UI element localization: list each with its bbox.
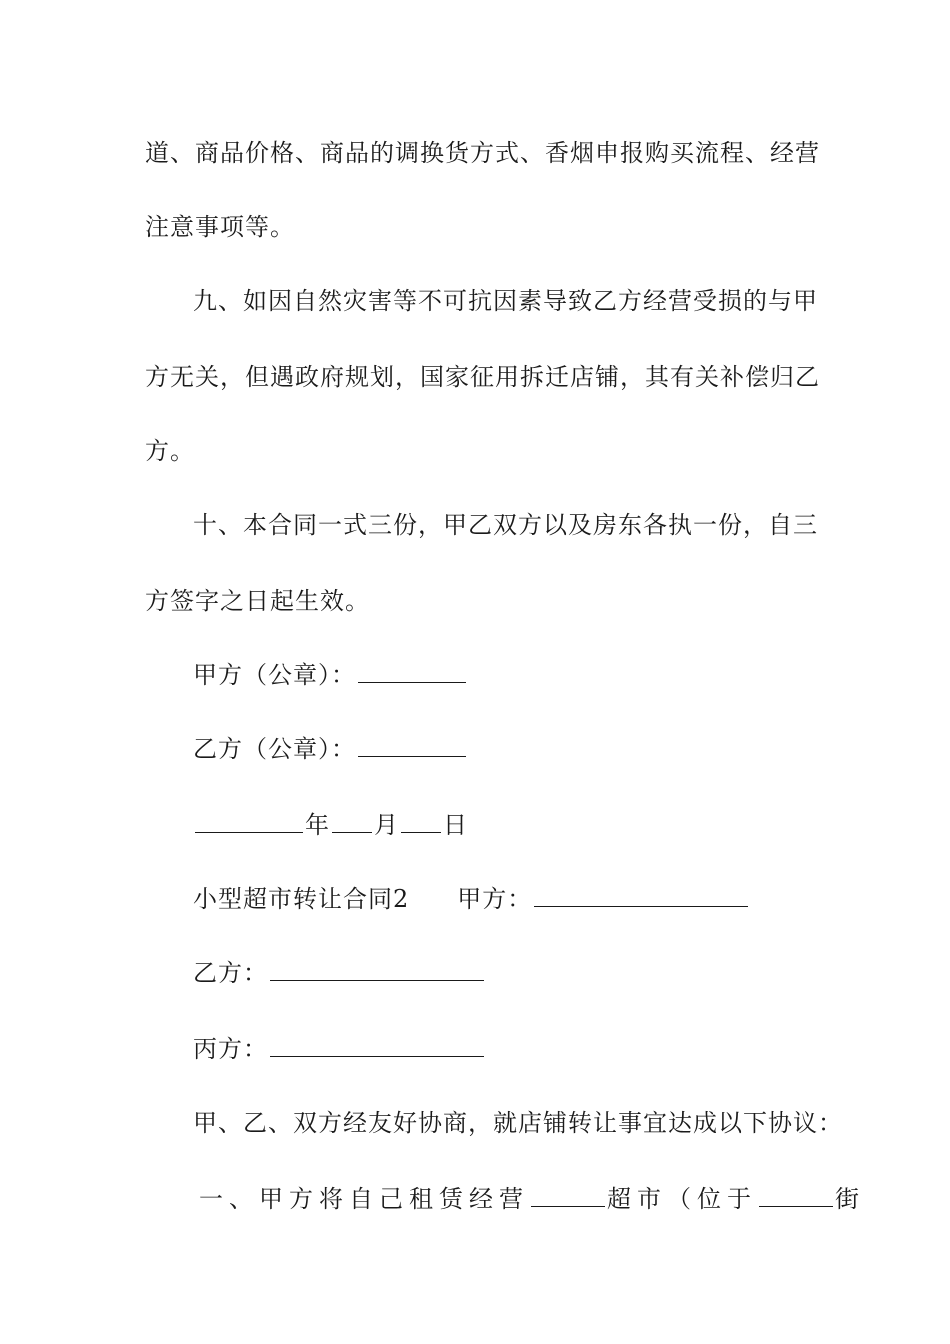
clause-9-line: 方。 [145, 437, 195, 465]
year-blank[interactable] [195, 810, 303, 833]
clause-1-text: 街 [835, 1185, 865, 1213]
party-b-seal-blank[interactable] [358, 734, 466, 757]
contract-2-title: 小型超市转让合同2 [193, 885, 410, 913]
clause-1-text: 一、甲方将自己租赁经营 [199, 1185, 529, 1213]
contract-2-party-c-label: 丙方： [193, 1035, 268, 1063]
month-label: 月 [374, 811, 399, 839]
party-a-seal-label: 甲方（公章）： [193, 661, 356, 689]
day-blank[interactable] [401, 810, 441, 833]
day-label: 日 [443, 811, 468, 839]
contract-2-clause-1-row [199, 1183, 865, 1215]
paragraph-line: 道、商品价格、商品的调换货方式、香烟申报购买流程、经营 [145, 139, 820, 167]
contract-2-party-a-blank[interactable] [534, 884, 748, 907]
clause-1-text: 超市（位于 [607, 1185, 757, 1213]
year-label: 年 [305, 811, 330, 839]
paragraph-line: 注意事项等。 [145, 213, 295, 241]
contract-2-heading-row [193, 883, 750, 915]
clause-10-line: 方签字之日起生效。 [145, 587, 370, 615]
contract-2-party-c-blank[interactable] [270, 1034, 484, 1057]
party-a-seal-blank[interactable] [358, 660, 466, 683]
contract-2-party-b-label: 乙方： [193, 959, 268, 987]
contract-2-party-a-label: 甲方： [457, 885, 533, 913]
supermarket-name-blank[interactable] [531, 1184, 605, 1207]
street-blank[interactable] [759, 1184, 833, 1207]
contract-2-party-b-blank[interactable] [270, 958, 484, 981]
date-row [193, 809, 468, 841]
contract-2-intro: 甲、乙、双方经友好协商，就店铺转让事宜达成以下协议： [193, 1109, 843, 1137]
month-blank[interactable] [332, 810, 372, 833]
contract-2-party-c-row [193, 1033, 486, 1065]
clause-9-line: 九、如因自然灾害等不可抗因素导致乙方经营受损的与甲 [193, 287, 818, 315]
clause-9-line: 方无关，但遇政府规划，国家征用拆迁店铺，其有关补偿归乙 [145, 363, 820, 391]
party-b-seal-row [193, 733, 468, 765]
party-b-seal-label: 乙方（公章）： [193, 735, 356, 763]
party-a-seal-row [193, 659, 468, 691]
clause-10-line: 十、本合同一式三份，甲乙双方以及房东各执一份，自三 [193, 511, 818, 539]
contract-2-party-b-row [193, 957, 486, 989]
